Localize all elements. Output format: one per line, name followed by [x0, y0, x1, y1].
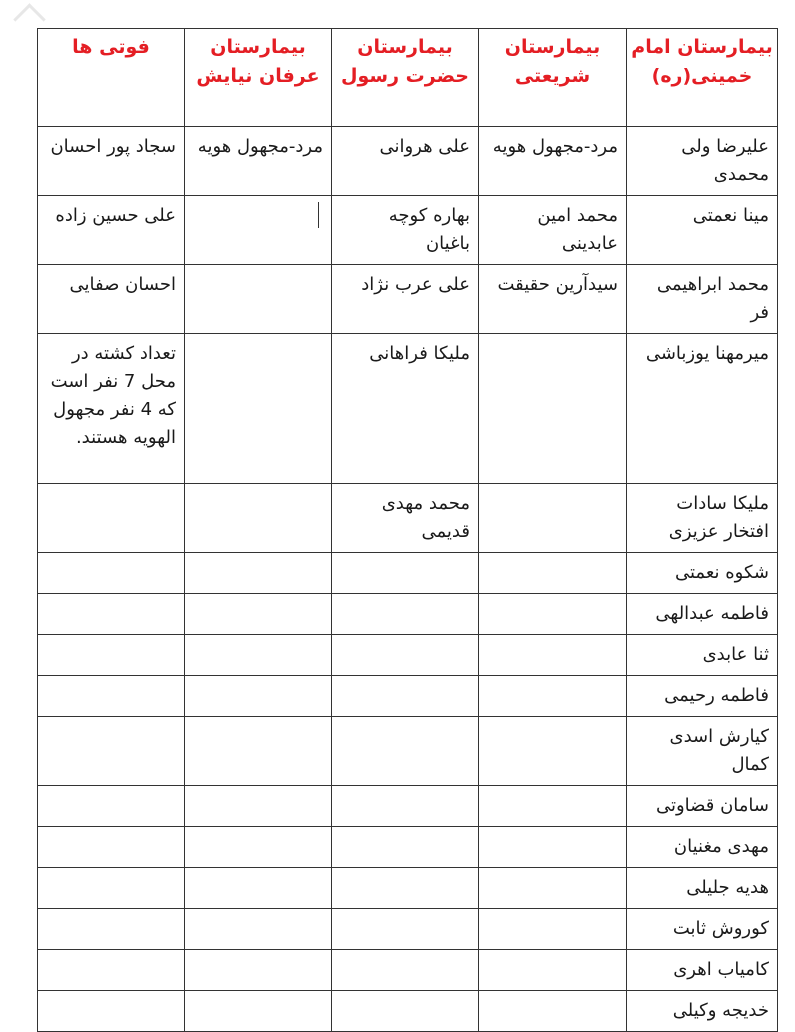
- table-cell: [38, 868, 185, 909]
- victims-table: [37, 28, 778, 1032]
- table-cell: [38, 786, 185, 827]
- table-cell: [185, 334, 332, 484]
- table-row: [38, 909, 778, 950]
- text-cursor: [318, 202, 319, 228]
- table-cell: [38, 991, 185, 1032]
- table-cell: [185, 909, 332, 950]
- header-deceased: فوتی ها: [38, 29, 185, 127]
- table-cell: [479, 594, 627, 635]
- table-row: [38, 717, 778, 786]
- table-cell: [185, 991, 332, 1032]
- table-cell: بهاره کوچه باغیان: [332, 196, 479, 265]
- table-cell: [38, 909, 185, 950]
- table-row: [38, 676, 778, 717]
- table-cell: احسان صفایی: [38, 265, 185, 334]
- table-row: [38, 334, 778, 484]
- table-cell: [185, 786, 332, 827]
- table-row: [38, 950, 778, 991]
- table-cell: میرمهنا یوزباشی: [627, 334, 778, 484]
- table-cell: [479, 676, 627, 717]
- table-cell: [332, 991, 479, 1032]
- table-row: [38, 484, 778, 553]
- table-cell: [332, 786, 479, 827]
- table-cell: [332, 827, 479, 868]
- table-cell: [38, 635, 185, 676]
- table-cell: [38, 484, 185, 553]
- table-cell: [332, 594, 479, 635]
- table-cell: [479, 868, 627, 909]
- table-cell: [185, 868, 332, 909]
- table-cell: [38, 676, 185, 717]
- table-cell-note: تعداد کشته در محل 7 نفر است که 4 نفر مجهول الهویه هستند.: [38, 334, 185, 484]
- table-cell: سامان قضاوتی: [627, 786, 778, 827]
- table-row: [38, 827, 778, 868]
- table-cell: علی حسین زاده: [38, 196, 185, 265]
- table-cell: مینا نعمتی: [627, 196, 778, 265]
- table-cell: [479, 991, 627, 1032]
- table-cell: شکوه نعمتی: [627, 553, 778, 594]
- header-hazrat-rasool: بیمارستان حضرت رسول: [332, 29, 479, 127]
- table-cell: [479, 717, 627, 786]
- table-cell: علی عرب نژاد: [332, 265, 479, 334]
- table-cell: علیرضا ولی محمدی: [627, 127, 778, 196]
- table-cell: [185, 553, 332, 594]
- table-cell: [185, 827, 332, 868]
- table-cell: محمد امین عابدینی: [479, 196, 627, 265]
- table-row: [38, 594, 778, 635]
- table-cell: [38, 594, 185, 635]
- table-row: [38, 127, 778, 196]
- table-cell: [479, 786, 627, 827]
- table-cell: ملیکا فراهانی: [332, 334, 479, 484]
- table-cell: مرد-مجهول هویه: [185, 127, 332, 196]
- table-cell: [185, 594, 332, 635]
- table-cell: [185, 950, 332, 991]
- table-cell: [38, 553, 185, 594]
- table-cell: سجاد پور احسان: [38, 127, 185, 196]
- header-shariati: بیمارستان شریعتی: [479, 29, 627, 127]
- table-row: [38, 991, 778, 1032]
- table-cell: [332, 717, 479, 786]
- header-erfan-niayesh: بیمارستان عرفان نیایش: [185, 29, 332, 127]
- table-cell: [479, 909, 627, 950]
- table-cell: [38, 827, 185, 868]
- table-cell: [479, 635, 627, 676]
- table-row: [38, 265, 778, 334]
- table-cell: [332, 909, 479, 950]
- table-row: [38, 868, 778, 909]
- table-cell: [479, 827, 627, 868]
- table-cell: علی هروانی: [332, 127, 479, 196]
- table-cell: هدیه جلیلی: [627, 868, 778, 909]
- table-cell: کیارش اسدی کمال: [627, 717, 778, 786]
- table-cell: [185, 717, 332, 786]
- table-cell: مهدی مغنیان: [627, 827, 778, 868]
- table-cell: سیدآرین حقیقت: [479, 265, 627, 334]
- table-cell: [332, 635, 479, 676]
- table-cell: [185, 196, 332, 265]
- table-cell: [185, 676, 332, 717]
- table-cell: فاطمه رحیمی: [627, 676, 778, 717]
- table-cell: ملیکا سادات افتخار عزیزی: [627, 484, 778, 553]
- table-cell: [332, 676, 479, 717]
- table-cell: [185, 635, 332, 676]
- table-cell: [185, 265, 332, 334]
- table-cell: محمد مهدی قدیمی: [332, 484, 479, 553]
- table-cell: [479, 553, 627, 594]
- table-row: [38, 635, 778, 676]
- table-cell: [332, 868, 479, 909]
- table-cell: مرد-مجهول هویه: [479, 127, 627, 196]
- table-cell: [332, 553, 479, 594]
- table-cell: کامیاب اهری: [627, 950, 778, 991]
- header-imam-khomeini: بیمارستان امام خمینی(ره): [627, 29, 778, 127]
- table-row: [38, 196, 778, 265]
- table-cell: [185, 484, 332, 553]
- table-row: [38, 786, 778, 827]
- table-cell: [479, 334, 627, 484]
- table-cell: [332, 950, 479, 991]
- table-cell: محمد ابراهیمی فر: [627, 265, 778, 334]
- table-cell: [479, 484, 627, 553]
- table-cell: [479, 950, 627, 991]
- table-cell: خدیجه وکیلی: [627, 991, 778, 1032]
- table-cell: فاطمه عبدالهی: [627, 594, 778, 635]
- table-cell: کوروش ثابت: [627, 909, 778, 950]
- table-header-row: [38, 29, 778, 127]
- table-cell: [38, 950, 185, 991]
- table-cell: [38, 717, 185, 786]
- table-row: [38, 553, 778, 594]
- table-cell: ثنا عابدی: [627, 635, 778, 676]
